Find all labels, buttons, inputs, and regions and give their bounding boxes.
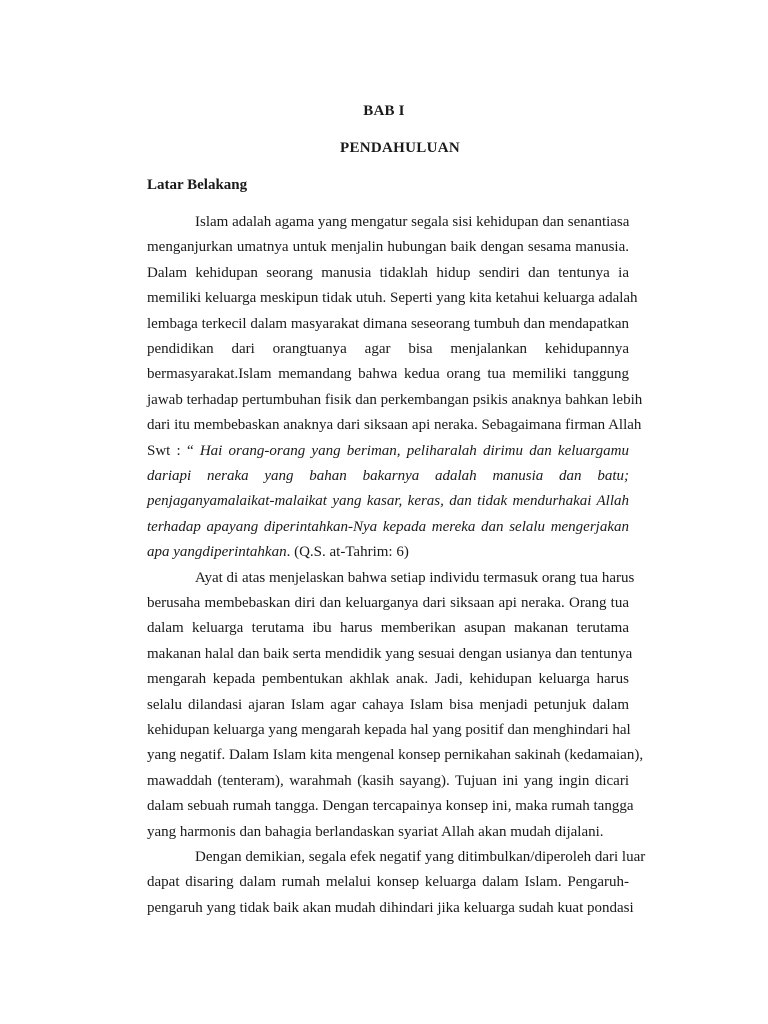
paragraph-line: jawab terhadap pertumbuhan fisik dan perkembangan psikis anaknya bahkan lebih <box>147 391 643 408</box>
paragraph-line: kehidupan keluarga yang mengarah kepada hal yang positif dan menghindari hal <box>147 721 631 738</box>
paragraph-line: pengaruh yang tidak baik akan mudah dihindari jika keluarga sudah kuat pondasi <box>147 899 634 916</box>
quote-text: dariapi neraka yang bahan bakarnya adalah manusia dan batu; <box>147 467 629 484</box>
paragraph-line: menganjurkan umatnya untuk menjalin hubungan baik dengan sesama manusia. <box>147 239 629 256</box>
paragraph-line: yang harmonis dan bahagia berlandaskan syariat Allah akan mudah dijalani. <box>147 823 604 840</box>
chapter-heading: BAB I <box>363 103 405 119</box>
chapter-title: PENDAHULUAN <box>340 140 460 156</box>
paragraph-line: Islam adalah agama yang mengatur segala sisi kehidupan dan senantiasa <box>195 214 630 230</box>
paragraph-line: pendidikan dari orangtuanya agar bisa menjalankan kehidupannya <box>147 340 629 357</box>
paragraph-line: selalu dilandasi ajaran Islam agar cahaya Islam bisa menjadi petunjuk dalam <box>147 696 629 713</box>
paragraph-line: Ayat di atas menjelaskan bahwa setiap individu termasuk orang tua harus <box>195 569 635 586</box>
paragraph-line: dalam sebuah rumah tangga. Dengan tercapainya konsep ini, maka rumah tangga <box>147 798 634 815</box>
section-heading: Latar Belakang <box>147 177 248 193</box>
paragraph-line: bermasyarakat.Islam memandang bahwa kedua orang tua memiliki tanggung <box>147 366 629 383</box>
paragraph-2 <box>147 566 644 845</box>
paragraph-line: Dalam kehidupan seorang manusia tidaklah hidup sendiri dan tentunya ia <box>147 264 629 281</box>
quote-text: terhadap apayang diperintahkan-Nya kepada mereka dan selalu mengerjakan <box>147 518 629 535</box>
paragraph-line: Dengan demikian, segala efek negatif yang ditimbulkan/diperoleh dari luar <box>195 849 646 865</box>
paragraph-line: berusaha membebaskan diri dan keluarganya dari siksaan api neraka. Orang tua <box>147 594 629 611</box>
quote-line <box>147 439 629 464</box>
quote-text: apa yangdiperintahkan <box>147 544 287 561</box>
paragraph-line: mengarah kepada pembentukan akhlak anak. Jadi, kehidupan keluarga harus <box>147 671 629 688</box>
paragraph-line: makanan halal dan baik serta mendidik yang sesuai dengan usianya dan tentunya <box>147 645 633 662</box>
quote-text: Hai orang-orang yang beriman, peliharalah dirimu dan keluargamu <box>199 442 630 459</box>
quote-line <box>147 540 629 565</box>
paragraph-line: dapat disaring dalam rumah melalui konsep keluarga dalam Islam. Pengaruh- <box>147 874 629 891</box>
quote-line <box>147 489 629 514</box>
quote-citation: . (Q.S. at-Tahrim: 6) <box>286 544 409 561</box>
paragraph-3 <box>147 845 646 921</box>
paragraph-line: yang negatif. Dalam Islam kita mengenal konsep pernikahan sakinah (kedamaian), <box>147 747 644 764</box>
quote-line <box>147 464 629 489</box>
paragraph-line: dalam keluarga terutama ibu harus memberikan asupan makanan terutama <box>147 620 629 637</box>
paragraph-line: mawaddah (tenteram), warahmah (kasih sayang). Tujuan ini yang ingin dicari <box>147 772 629 789</box>
quote-line <box>147 515 629 540</box>
paragraph-line: dari itu membebaskan anaknya dari siksaan api neraka. Sebagaimana firman Allah <box>147 417 642 434</box>
quote-text: penjaganyamalaikat-malaikat yang kasar, keras, dan tidak mendurhakai Allah <box>147 493 629 510</box>
paragraph-line: lembaga terkecil dalam masyarakat dimana seseorang tumbuh dan mendapatkan <box>147 315 629 332</box>
paragraph-1 <box>147 210 643 565</box>
paragraph-line: memiliki keluarga meskipun tidak utuh. Seperti yang kita ketahui keluarga adalah <box>147 290 638 307</box>
quote-prefix: Swt : “ <box>147 442 200 459</box>
